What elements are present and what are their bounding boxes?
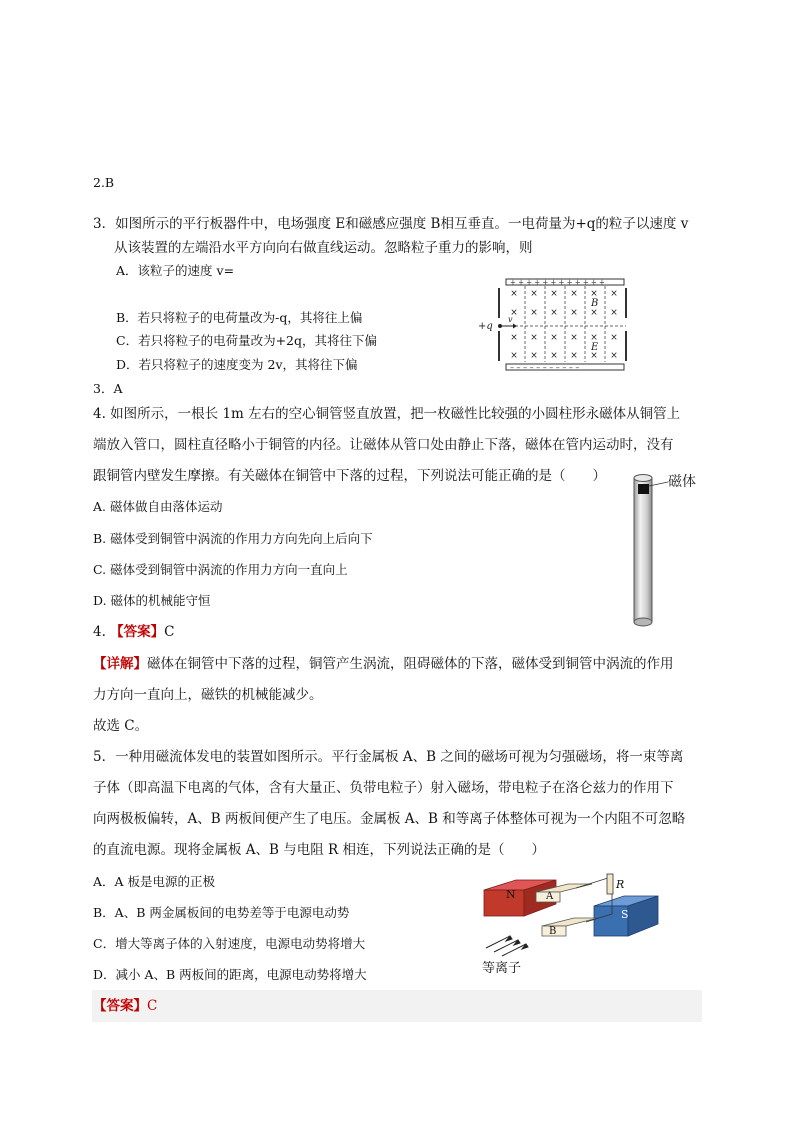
south-magnet	[594, 896, 658, 936]
svg-text:×: ×	[590, 333, 598, 343]
q5-stem-line1: 5．一种用磁流体发电的装置如图所示。平行金属板 A、B 之间的磁场可视为匀强磁场，将一束等离	[93, 749, 684, 765]
q5-option-b: B．A、B 两金属板间的电势差等于电源电动势	[93, 905, 350, 920]
q4-detail-line2: 力方向一直向上，磁铁的机械能减少。	[93, 687, 323, 703]
svg-text:×: ×	[590, 351, 598, 361]
svg-text:×: ×	[510, 289, 518, 299]
q4-answer-label: 【答案】	[110, 624, 165, 640]
svg-text:×: ×	[550, 333, 558, 343]
q4-stem-line3: 跟铜管内壁发生摩擦。有关磁体在铜管中下落的过程，下列说法可能正确的是（ ）	[93, 468, 606, 484]
q4-option-c: C. 磁体受到铜管中涡流的作用力方向一直向上	[93, 562, 348, 577]
plate-b	[542, 918, 598, 926]
q5-option-c: C．增大等离子体的入射速度，电源电动势将增大	[93, 936, 366, 951]
q2-answer: 2.B	[93, 175, 115, 190]
svg-text:×: ×	[510, 333, 518, 343]
q3-answer: 3．A	[93, 381, 123, 396]
q3-option-d: D．若只将粒子的速度变为 2v，其将往下偏	[116, 357, 358, 372]
q4-conclusion: 故选 C。	[93, 718, 149, 734]
q3-option-c: C．若只将粒子的电荷量改为+2q，其将往下偏	[116, 333, 377, 348]
resistor	[607, 874, 613, 894]
svg-text:×: ×	[530, 333, 538, 343]
svg-text:×: ×	[610, 333, 618, 343]
svg-text:×: ×	[570, 351, 578, 361]
copper-tube	[634, 478, 652, 622]
q5-answer-highlight	[92, 990, 702, 1022]
plasma-arrows	[486, 936, 528, 956]
north-label: N	[506, 888, 516, 901]
svg-text:×: ×	[610, 289, 618, 299]
q5-option-a: A．A 板是电源的正极	[93, 874, 216, 889]
q4-stem-line2: 端放入管口，圆柱直径略小于铜管的内径。让磁体从管口处由静止下落，磁体在管内运动时，没有	[93, 437, 674, 453]
svg-text:– – – – – – – – – – –: – – – – – – – – – – –	[510, 363, 580, 372]
svg-text:×: ×	[570, 289, 578, 299]
q4-detail-label: 【详解】	[93, 656, 147, 672]
resistor-label: R	[616, 878, 625, 891]
svg-text:×: ×	[570, 333, 578, 343]
svg-text:×: ×	[530, 289, 538, 299]
q4-answer-value: C	[164, 624, 175, 640]
magnet-block	[638, 484, 649, 494]
b-field-crosses	[510, 289, 618, 361]
q5-stem-line2: 子体（即高温下电离的气体，含有大量正、负带电粒子）射入磁场，带电粒子在洛仑兹力的作用下	[93, 780, 674, 796]
svg-text:×: ×	[570, 308, 578, 318]
q4-stem-line1: 4. 如图所示，一根长 1m 左右的空心铜管竖直放置，把一枚磁性比较强的小圆柱形永磁体从铜管上	[93, 406, 681, 422]
q5-answer	[93, 997, 157, 1015]
b-label: B	[591, 298, 599, 309]
svg-text:×: ×	[550, 308, 558, 318]
q5-stem-line3: 向两极板偏转，A、B 两板间便产生了电压。金属板 A、B 和等离子体整体可视为一个内阻不可忽略	[93, 811, 686, 827]
charge-label: +q	[478, 321, 493, 332]
q4-answer-prefix: 4.	[93, 624, 111, 640]
q4-option-b: B. 磁体受到铜管中涡流的作用力方向先向上后向下	[93, 531, 373, 546]
q3-stem-line2: 从该装置的左端沿水平方向向右做直线运动。忽略粒子重力的影响，则	[114, 240, 533, 256]
svg-text:+ + + + + + + + + + + +: + + + + + + + + + + + +	[510, 278, 605, 287]
q4-detail-text1: 磁体在铜管中下落的过程，铜管产生涡流，阻碍磁体的下落，磁体受到铜管中涡流的作用	[147, 656, 674, 672]
plasma-label: 等离子	[482, 961, 522, 976]
svg-text:×: ×	[550, 351, 558, 361]
svg-text:×: ×	[530, 351, 538, 361]
svg-text:×: ×	[530, 308, 538, 318]
svg-text:×: ×	[510, 351, 518, 361]
q5-option-d: D．减小 A、B 两板间的距离，电源电动势将增大	[93, 967, 367, 982]
south-label: S	[621, 908, 629, 921]
svg-text:×: ×	[590, 289, 598, 299]
plate-b-label: B	[549, 926, 557, 937]
q4-option-d: D. 磁体的机械能守恒	[93, 593, 211, 608]
q5-stem-line4: 的直流电源。现将金属板 A、B 与电阻 R 相连，下列说法正确的是（ ）	[93, 842, 545, 858]
svg-text:×: ×	[610, 308, 618, 318]
svg-text:×: ×	[510, 308, 518, 318]
svg-text:×: ×	[550, 289, 558, 299]
q5-answer-value: C	[147, 998, 158, 1014]
e-label: E	[591, 342, 599, 353]
q3-option-a: A．该粒子的速度 v=	[116, 263, 235, 278]
q4-answer	[93, 623, 175, 641]
q5-mhd-generator-figure	[476, 868, 696, 978]
plate-a-label: A	[546, 891, 554, 902]
svg-text:×: ×	[610, 351, 618, 361]
q3-option-b: B．若只将粒子的电荷量改为-q，其将往上偏	[116, 310, 363, 325]
q3-stem-line1: 3．如图所示的平行板器件中，电场强度 E和磁感应强度 B相互垂直。一电荷量为+q的粒子以速度 v	[93, 216, 689, 232]
magnet-label: 磁体	[668, 474, 696, 490]
q3-velocity-selector-figure	[476, 276, 636, 376]
q4-copper-tube-figure	[628, 466, 708, 632]
v-label: v	[508, 315, 513, 324]
q4-option-a: A. 磁体做自由落体运动	[93, 499, 223, 514]
q4-detail-line1	[93, 655, 674, 673]
q5-answer-label: 【答案】	[93, 998, 147, 1014]
svg-text:×: ×	[590, 308, 598, 318]
